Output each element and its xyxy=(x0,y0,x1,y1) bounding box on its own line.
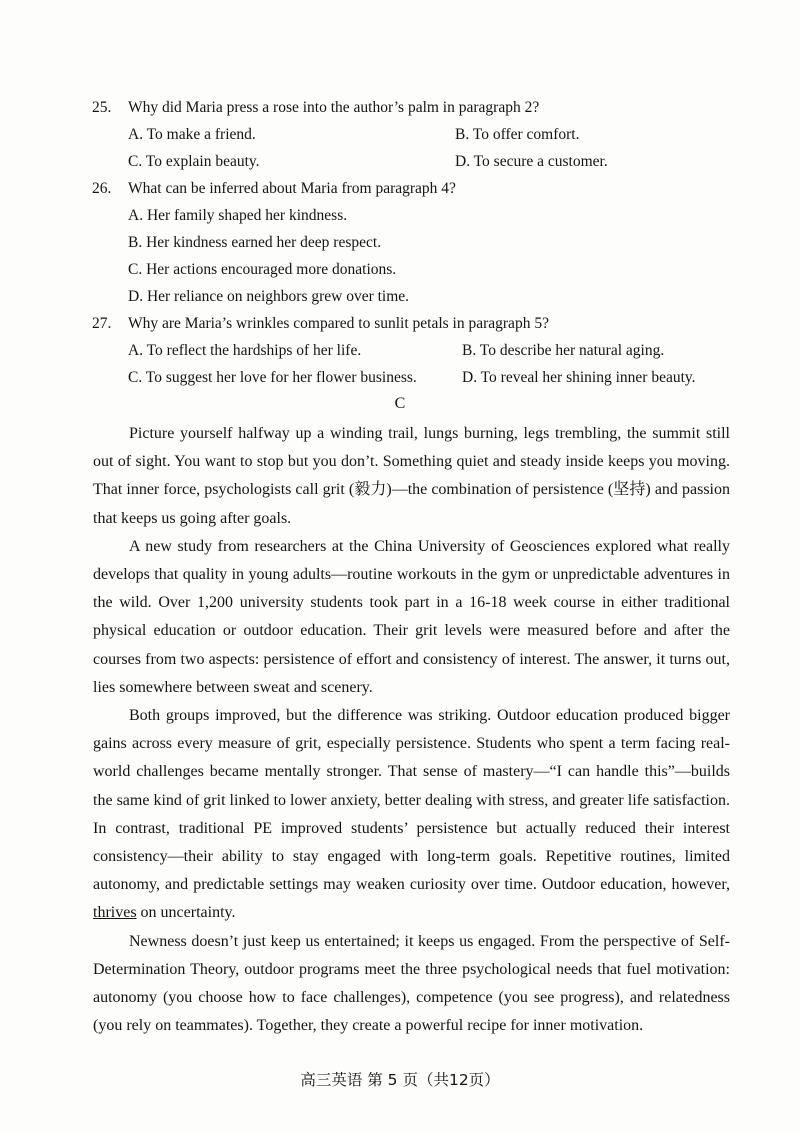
option-a: A. To reflect the hardships of her life. xyxy=(128,342,362,359)
question-number: 26. xyxy=(92,180,112,197)
option-b: B. To describe her natural aging. xyxy=(462,342,665,359)
options-row xyxy=(128,364,748,391)
question-number: 25. xyxy=(92,99,112,116)
option-b: B. Her kindness earned her deep respect. xyxy=(128,234,382,251)
question-25-stem xyxy=(92,94,752,121)
options-row xyxy=(128,337,748,364)
page-footer: 高三英语 第 5 页（共12页） xyxy=(300,1071,500,1089)
option-d: D. Her reliance on neighbors grew over time. xyxy=(128,288,410,305)
options-row xyxy=(128,121,748,148)
question-text: Why did Maria press a rose into the author’s palm in paragraph 2? xyxy=(128,99,540,116)
paragraph-text: on uncertainty. xyxy=(136,904,236,922)
passage-paragraph-2: A new study from researchers at the China University of Geosciences explored what really develops that quality in young adults—routine workouts in the gym or unpredictable adventures in the wild. Over 1,200 university students took part in a 16-18 week course in either traditional physical education or outdoor education. Their grit levels were measured before and after the courses from two aspects: persistence of effort and consistency of interest. The answer, it turns out, lies somewhere between sweat and scenery. xyxy=(93,537,730,696)
option-a: A. To make a friend. xyxy=(128,126,256,143)
section-heading: C xyxy=(394,395,406,412)
passage-paragraph-3 xyxy=(93,702,730,928)
question-27-options xyxy=(128,337,748,391)
question-27-stem xyxy=(92,310,752,337)
paragraph-text: Both groups improved, but the difference was striking. Outdoor education produced bigger gains across every measure of grit, especially persistence. Students who spent a term facing real-world challenges became mentally stronger. That sense of mastery—“I can handle this”—builds the same kind of grit linked to lower anxiety, better dealing with stress, and greater life satisfaction. In contrast, traditional PE improved students’ persistence but actually reduced their interest consistency—their ability to stay engaged with long-term goals. Repetitive routines, limited autonomy, and predictable settings may weaken curiosity over time. Outdoor education, however, xyxy=(93,707,730,894)
option-c: C. Her actions encouraged more donations. xyxy=(128,261,397,278)
option-c: C. To explain beauty. xyxy=(128,153,260,170)
question-25-options xyxy=(128,121,748,175)
passage-paragraph-4: Newness doesn’t just keep us entertained; it keeps us engaged. From the perspective of Self-Determination Theory, outdoor programs meet the three psychological needs that fuel motivation: autonomy (you choose how to face challenges), competence (you see progress), and relatedness (you rely on teammates). Together, they create a powerful recipe for inner motivation. xyxy=(93,932,730,1035)
option-d: D. To reveal her shining inner beauty. xyxy=(462,369,696,386)
underlined-word: thrives xyxy=(93,904,137,922)
passage-paragraph-1: Picture yourself halfway up a winding trail, lungs burning, legs trembling, the summit still out of sight. You want to stop but you don’t. Something quiet and steady inside keeps you moving. That inner force, psychologists call grit (毅力)—the combination of persistence (坚持) and passion that keeps us going after goals. xyxy=(93,425,730,527)
option-a: A. Her family shaped her kindness. xyxy=(128,207,348,224)
option-c: C. To suggest her love for her flower business. xyxy=(128,369,417,386)
question-26-stem xyxy=(92,175,752,202)
question-26-options xyxy=(128,202,748,310)
option-b: B. To offer comfort. xyxy=(455,126,580,143)
option-d: D. To secure a customer. xyxy=(455,153,608,170)
question-text: What can be inferred about Maria from paragraph 4? xyxy=(128,180,456,197)
options-row xyxy=(128,148,748,175)
question-number: 27. xyxy=(92,315,112,332)
question-text: Why are Maria’s wrinkles compared to sunlit petals in paragraph 5? xyxy=(128,315,549,332)
reading-passage xyxy=(93,420,730,1040)
